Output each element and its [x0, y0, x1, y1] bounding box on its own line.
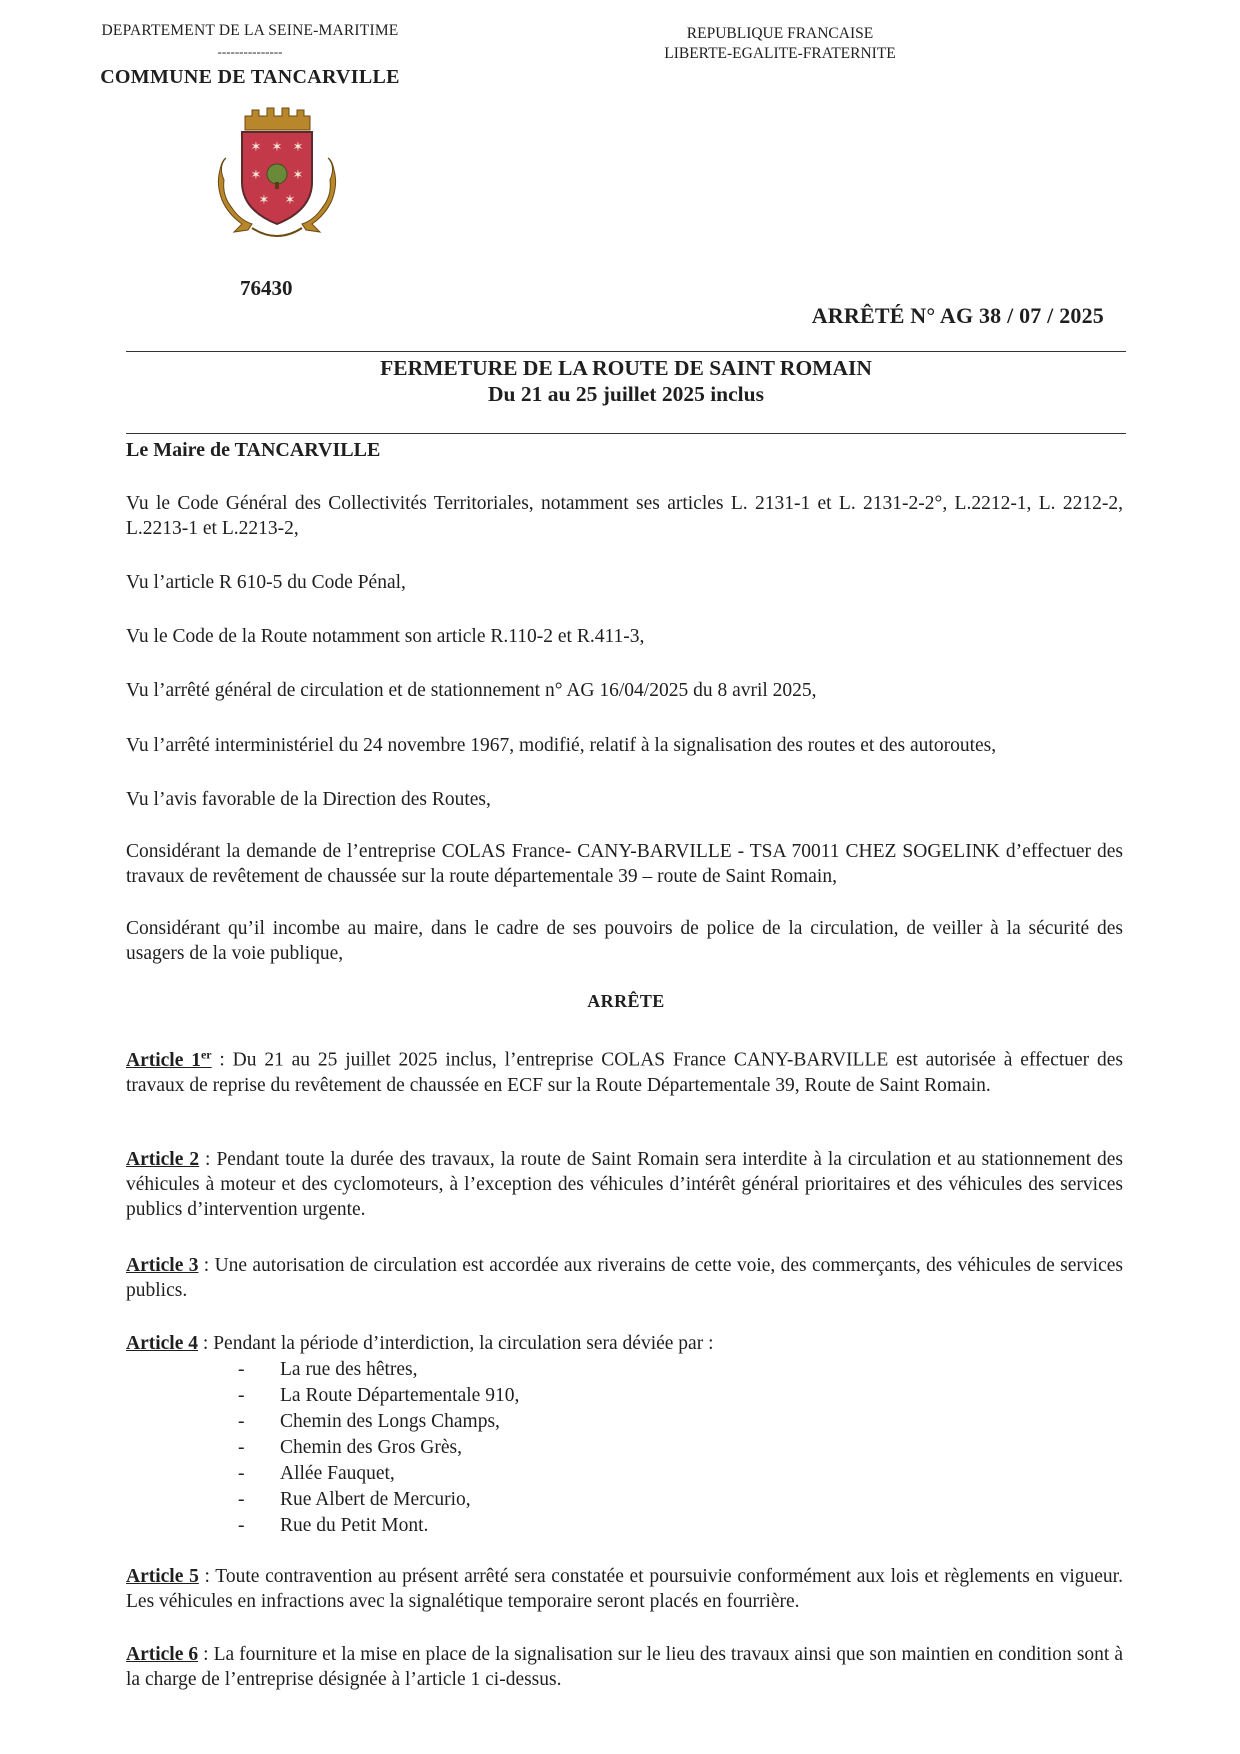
article-5-text: Toute contravention au présent arrêté sera constatée et poursuivie conformément aux lois et règlements en vigueur. Les véhicules en infractions avec la signalétique temporaire seront placés en fourrière. — [126, 1566, 1123, 1612]
article-4: Article 4 : Pendant la période d’interdiction, la circulation sera déviée par : — [126, 1333, 714, 1354]
article-5-label: Article 5 — [126, 1566, 199, 1587]
svg-text:✶: ✶ — [292, 140, 304, 155]
list-item: - Rue Albert de Mercurio, — [238, 1489, 471, 1510]
article-4-label: Article 4 — [126, 1333, 199, 1354]
consideration-5: Vu l’arrêté interministériel du 24 novembre 1967, modifié, relatif à la signalisation des routes et des autoroutes, — [126, 735, 997, 756]
detour-list — [238, 1357, 938, 1539]
svg-text:✶: ✶ — [250, 140, 262, 155]
article-3-text: Une autorisation de circulation est accordée aux riverains de cette voie, des commerçants, des véhicules de services publics. — [126, 1255, 1123, 1301]
article-6-text: La fourniture et la mise en place de la signalisation sur le lieu des travaux ainsi que son maintien en condition sont à la charge de l’entreprise désignée à l’article 1 ci-dessus. — [126, 1644, 1123, 1690]
article-1: Article 1er : Du 21 au 25 juillet 2025 inclus, l’entreprise COLAS France CANY-BARVILLE est autorisée à effectuer des travaux de reprise du revêtement de chaussée en ECF sur la Route Départementale 39, Route de Saint Romain. — [126, 1047, 1123, 1096]
article-4-text: Pendant la période d’interdiction, la circulation sera déviée par : — [213, 1333, 714, 1354]
svg-text:✶: ✶ — [271, 140, 283, 155]
title-line-2: Du 21 au 25 juillet 2025 inclus — [488, 382, 764, 406]
republic-motto: LIBERTE-EGALITE-FRATERNITE — [664, 45, 896, 62]
document-title — [126, 355, 1126, 407]
list-item: - Allée Fauquet, — [238, 1463, 395, 1484]
svg-text:✶: ✶ — [292, 168, 304, 183]
article-6: Article 6 : La fourniture et la mise en place de la signalisation sur le lieu des travaux ainsi que son maintien en condition sont à la charge de l’entreprise désignée à l’article 1 ci-dessus. — [126, 1644, 1123, 1690]
arrete-number: ARRÊTÉ N° AG 38 / 07 / 2025 — [811, 303, 1104, 328]
consideration-1: Vu le Code Général des Collectivités Territoriales, notamment ses articles L. 2131-1 et L. 2131-2-2°, L.2212-1, L. 2212-2, L.2213-1 et L.2213-2, — [126, 493, 1123, 539]
department-name: DEPARTEMENT DE LA SEINE-MARITIME — [101, 22, 399, 39]
list-item: - Chemin des Gros Grès, — [238, 1437, 462, 1458]
article-3: Article 3 : Une autorisation de circulation est accordée aux riverains de cette voie, des commerçants, des véhicules de services publics. — [126, 1255, 1123, 1301]
article-1-text: Du 21 au 25 juillet 2025 inclus, l’entreprise COLAS France CANY-BARVILLE est autorisée à effectuer des travaux de reprise du revêtement de chaussée en ECF sur la Route Départementale 39, Route de Saint Romain. — [126, 1049, 1123, 1096]
list-item: - Chemin des Longs Champs, — [238, 1411, 500, 1432]
divider-bottom — [126, 433, 1126, 434]
list-item: - Rue du Petit Mont. — [238, 1515, 429, 1536]
header-dashes: --------------- — [217, 44, 283, 59]
commune-name: COMMUNE DE TANCARVILLE — [100, 66, 400, 88]
svg-text:✶: ✶ — [258, 193, 270, 208]
divider-top — [126, 351, 1126, 352]
consideration-2: Vu l’article R 610-5 du Code Pénal, — [126, 572, 406, 593]
coat-of-arms-icon — [212, 100, 342, 248]
article-2-label: Article 2 — [126, 1149, 200, 1170]
consideration-8: Considérant qu’il incombe au maire, dans le cadre de ses pouvoirs de police de la circulation, de veiller à la sécurité des usagers de la voie publique, — [126, 918, 1123, 964]
consideration-3: Vu le Code de la Route notamment son article R.110-2 et R.411-3, — [126, 626, 645, 647]
list-item: - La rue des hêtres, — [238, 1359, 418, 1380]
list-item: - La Route Départementale 910, — [238, 1385, 520, 1406]
consideration-6: Vu l’avis favorable de la Direction des Routes, — [126, 789, 491, 810]
republic-name: REPUBLIQUE FRANCAISE — [686, 25, 874, 42]
svg-text:✶: ✶ — [284, 193, 296, 208]
maire-heading: Le Maire de TANCARVILLE — [126, 439, 381, 461]
header-right — [640, 24, 920, 64]
svg-text:✶: ✶ — [250, 168, 262, 183]
article-3-label: Article 3 — [126, 1255, 199, 1276]
title-line-1: FERMETURE DE LA ROUTE DE SAINT ROMAIN — [380, 356, 872, 380]
header-left — [100, 22, 400, 89]
consideration-7: Considérant la demande de l’entreprise COLAS France- CANY-BARVILLE - TSA 70011 CHEZ SOGELINK d’effectuer des travaux de revêtement de chaussée sur la route départementale 39 – route de Saint Romain, — [126, 841, 1123, 887]
article-2: Article 2 : Pendant toute la durée des travaux, la route de Saint Romain sera interdite à la circulation et au stationnement des véhicules à moteur et des cyclomoteurs, à l’exception des véhicules d’intérêt général prioritaires et des véhicules des services publics d’intervention urgente. — [126, 1149, 1123, 1220]
consideration-4: Vu l’arrêté général de circulation et de stationnement n° AG 16/04/2025 du 8 avril 2025, — [126, 680, 817, 701]
arrete-heading: ARRÊTE — [587, 991, 665, 1011]
article-5: Article 5 : Toute contravention au présent arrêté sera constatée et poursuivie conformément aux lois et règlements en vigueur. Les véhicules en infractions avec la signalétique temporaire seront placés en fourrière. — [126, 1566, 1123, 1612]
article-6-label: Article 6 — [126, 1644, 199, 1665]
postcode: 76430 — [240, 276, 293, 300]
article-1-label: Article 1er — [126, 1047, 212, 1071]
article-2-text: Pendant toute la durée des travaux, la route de Saint Romain sera interdite à la circulation et au stationnement des véhicules à moteur et des cyclomoteurs, à l’exception des véhicules d’intérêt général prioritaires et des véhicules des services publics d’intervention urgente. — [126, 1149, 1123, 1220]
